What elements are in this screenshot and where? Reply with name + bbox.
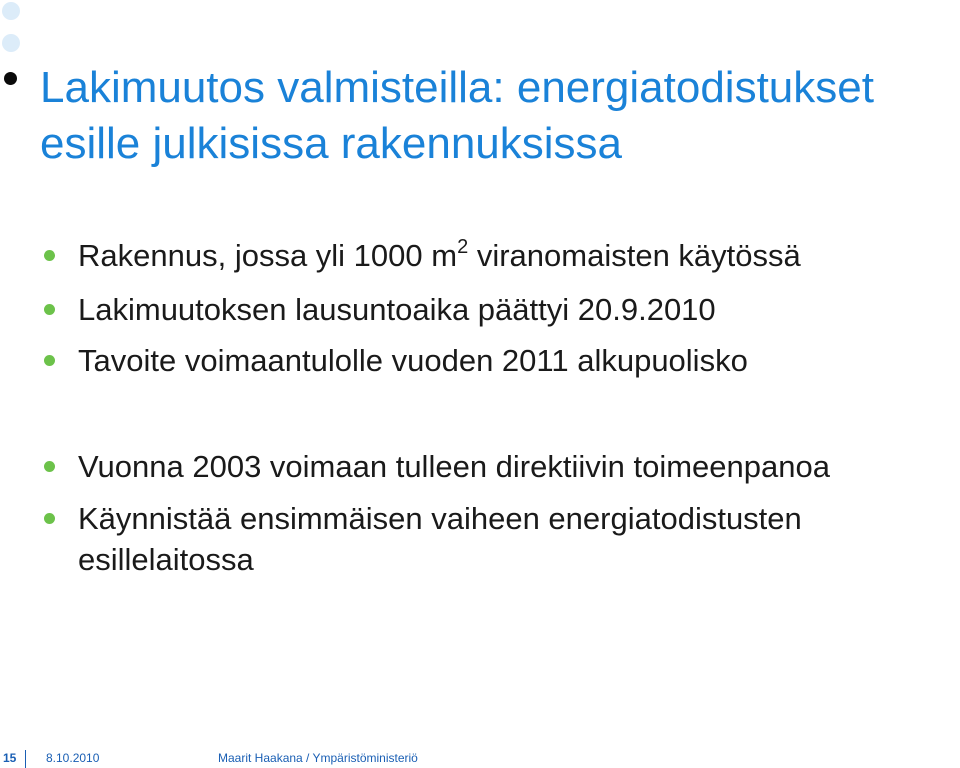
bullet-text: Lakimuutoksen lausuntoaika päättyi 20.9.2010 xyxy=(78,292,716,327)
bullet-text-part: Rakennus, jossa yli 1000 m xyxy=(78,238,458,273)
decorative-dot-light xyxy=(2,34,20,52)
footer-divider xyxy=(25,750,26,768)
slide-title xyxy=(40,60,955,172)
bullet-dot-icon xyxy=(44,250,55,261)
superscript: 2 xyxy=(457,235,469,258)
page-number: 15 xyxy=(3,751,17,765)
decorative-dot-dark xyxy=(4,72,17,85)
bullet-dot-icon xyxy=(44,461,55,472)
bullet-text xyxy=(78,237,801,275)
bullet-text: Vuonna 2003 voimaan tulleen direktiivin toimeenpanoa xyxy=(78,449,830,484)
footer-author: Maarit Haakana / Ympäristöministeriö xyxy=(218,751,418,765)
bullet-text-continuation: esillelaitossa xyxy=(78,542,254,577)
bullet-text: Käynnistää ensimmäisen vaiheen energiatodistusten xyxy=(78,501,802,536)
slide-footer xyxy=(0,748,960,768)
bullet-dot-icon xyxy=(44,513,55,524)
slide-title-line-1: Lakimuutos valmisteilla: energiatodistukset xyxy=(40,63,874,112)
bullet-dot-icon xyxy=(44,355,55,366)
footer-date: 8.10.2010 xyxy=(46,751,100,765)
decorative-dot-light xyxy=(2,2,20,20)
slide-title-line-2: esille julkisissa rakennuksissa xyxy=(40,119,623,168)
bullet-dot-icon xyxy=(44,304,55,315)
bullet-text-part: viranomaisten käytössä xyxy=(468,238,801,273)
bullet-text: Tavoite voimaantulolle vuoden 2011 alkupuolisko xyxy=(78,343,748,378)
